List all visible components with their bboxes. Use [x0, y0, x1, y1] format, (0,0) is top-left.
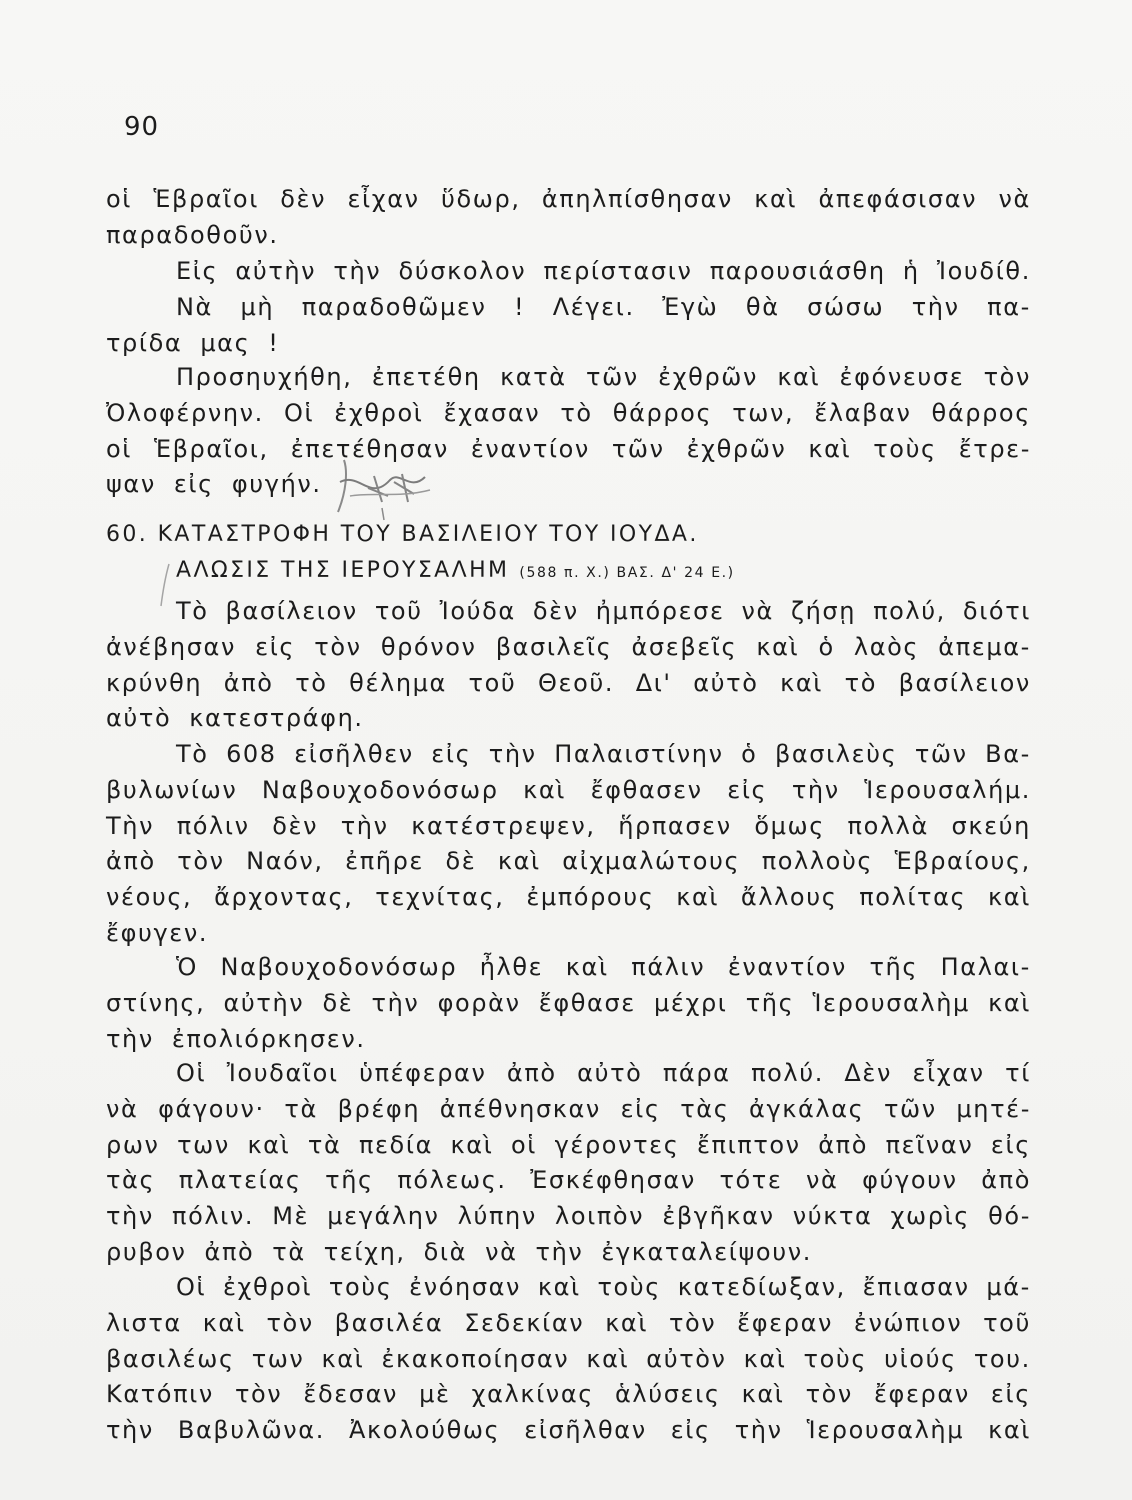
text-line: τὴν ἐπολιόρκησεν. — [106, 1024, 366, 1053]
section-heading: 60. ΚΑΤΑΣΤΡΟΦΗ ΤΟΥ ΒΑΣΙΛΕΙΟΥ ΤΟΥ ΙΟΥΔΑ. — [106, 522, 699, 547]
paragraph — [106, 182, 1031, 254]
text-line: βυλωνίων Ναβουχοδονόσωρ καὶ ἔφθασεν εἰς τὴν Ἱερουσαλήμ. — [106, 775, 1031, 804]
text-line: στίνης, αὐτὴν δὲ τὴν φορὰν ἔφθασε μέχρι τῆς Ἱερουσαλὴμ καὶ — [106, 988, 1031, 1017]
text-line: Προσηυχήθη, ἐπετέθη κατὰ τῶν ἐχθρῶν καὶ ἐφόνευσε τὸν — [176, 363, 1031, 391]
text-line: τὴν Βαβυλῶνα. Ἀκολούθως εἰσῆλθαν εἰς τὴν Ἱερουσαλὴμ καὶ — [106, 1416, 1031, 1445]
text-line: τὴν πόλιν. Μὲ μεγάλην λύπην λοιπὸν ἐβγῆκαν νύκτα χωρὶς θό- — [106, 1202, 1031, 1231]
text-line: αὐτὸ κατεστράφη. — [106, 704, 364, 733]
paragraph — [106, 594, 1031, 737]
text-line: τρίδα μας ! — [106, 328, 280, 357]
text-line: παραδοθοῦν. — [106, 220, 279, 249]
text-line: ρων των καὶ τὰ πεδία καὶ οἱ γέροντες ἔπιπτον ἀπὸ πεῖναν εἰς — [106, 1130, 1031, 1159]
text-line: Τὴν πόλιν δὲν τὴν κατέστρεψεν, ἥρπασεν ὅμως πολλὰ σκεύη — [106, 811, 1031, 840]
text-line: Τὸ 608 εἰσῆλθεν εἰς τὴν Παλαιστίνην ὁ βασιλεὺς τῶν Βα- — [176, 740, 1031, 768]
paragraph — [106, 1056, 1031, 1271]
paragraph — [106, 737, 1031, 952]
subheading-title: ΑΛΩΣΙΣ ΤΗΣ ΙΕΡΟΥΣΑΛΗΜ — [176, 558, 510, 583]
paragraph — [106, 360, 1031, 503]
text-line: Οἱ Ἰουδαῖοι ὑπέφεραν ἀπὸ αὐτὸ πάρα πολύ. Δὲν εἶχαν τί — [176, 1059, 1031, 1087]
section-subheading — [176, 558, 735, 583]
text-line: τὰς πλατείας τῆς πόλεως. Ἐσκέφθησαν τότε νὰ φύγουν ἀπὸ — [106, 1166, 1031, 1195]
text-line: ἔφυγεν. — [106, 918, 209, 947]
paragraph — [106, 1270, 1031, 1449]
text-line: ψαν εἰς φυγήν. — [106, 470, 322, 499]
text-line: Ὀλοφέρνην. Οἱ ἐχθροὶ ἔχασαν τὸ θάρρος των, ἔλαβαν θάρρος — [106, 398, 1031, 427]
paragraph — [106, 950, 1031, 1057]
text-line: Τὸ βασίλειον τοῦ Ἰούδα δὲν ἠμπόρεσε νὰ ζήσῃ πολύ, διότι — [176, 597, 1031, 625]
text-line: ἀνέβησαν εἰς τὸν θρόνον βασιλεῖς ἀσεβεῖς καὶ ὁ λαὸς ἀπεμα- — [106, 632, 1031, 661]
page-number: 90 — [124, 112, 160, 142]
text-line: Κατόπιν τὸν ἔδεσαν μὲ χαλκίνας ἁλύσεις καὶ τὸν ἔφεραν εἰς — [106, 1380, 1031, 1409]
text-line: νέους, ἄρχοντας, τεχνίτας, ἐμπόρους καὶ ἄλλους πολίτας καὶ — [106, 883, 1031, 912]
text-line: νὰ φάγουν· τὰ βρέφη ἀπέθνησκαν εἰς τὰς ἀγκάλας τῶν μητέ- — [106, 1094, 1031, 1123]
subheading-reference: (588 π. Χ.) ΒΑΣ. Δ' 24 Ε.) — [519, 565, 735, 581]
text-line: οἱ Ἑβραῖοι, ἐπετέθησαν ἐναντίον τῶν ἐχθρῶν καὶ τοὺς ἔτρε- — [106, 434, 1031, 463]
text-line: Οἱ ἐχθροὶ τοὺς ἐνόησαν καὶ τοὺς κατεδίωξαν, ἔπιασαν μά- — [176, 1273, 1031, 1301]
text-line: Εἰς αὐτὴν τὴν δύσκολον περίστασιν παρουσιάσθη ἡ Ἰουδίθ. — [176, 257, 1031, 285]
text-line: κρύνθη ἀπὸ τὸ θέλημα τοῦ Θεοῦ. Δι' αὐτὸ καὶ τὸ βασίλειον — [106, 668, 1031, 697]
text-line: Ὁ Ναβουχοδονόσωρ ἦλθε καὶ πάλιν ἐναντίον τῆς Παλαι- — [176, 953, 1031, 981]
text-line: οἱ Ἑβραῖοι δὲν εἶχαν ὕδωρ, ἀπηλπίσθησαν καὶ ἀπεφάσισαν νὰ — [106, 185, 1031, 213]
text-line: λιστα καὶ τὸν βασιλέα Σεδεκίαν καὶ τὸν ἔφεραν ἐνώπιον τοῦ — [106, 1308, 1031, 1337]
text-line: βασιλέως των καὶ ἐκακοποίησαν καὶ αὐτὸν καὶ τοὺς υἱούς του. — [106, 1344, 1031, 1373]
text-line: ρυβον ἀπὸ τὰ τείχη, διὰ νὰ τὴν ἐγκαταλείψουν. — [106, 1237, 812, 1266]
text-line: Νὰ μὴ παραδοθῶμεν ! Λέγει. Ἐγὼ θὰ σώσω τὴν πα- — [176, 292, 1031, 321]
paragraph — [106, 254, 1031, 361]
pencil-scribble — [330, 452, 440, 522]
text-line: ἀπὸ τὸν Ναόν, ἐπῆρε δὲ καὶ αἰχμαλώτους πολλοὺς Ἑβραίους, — [106, 847, 1031, 876]
